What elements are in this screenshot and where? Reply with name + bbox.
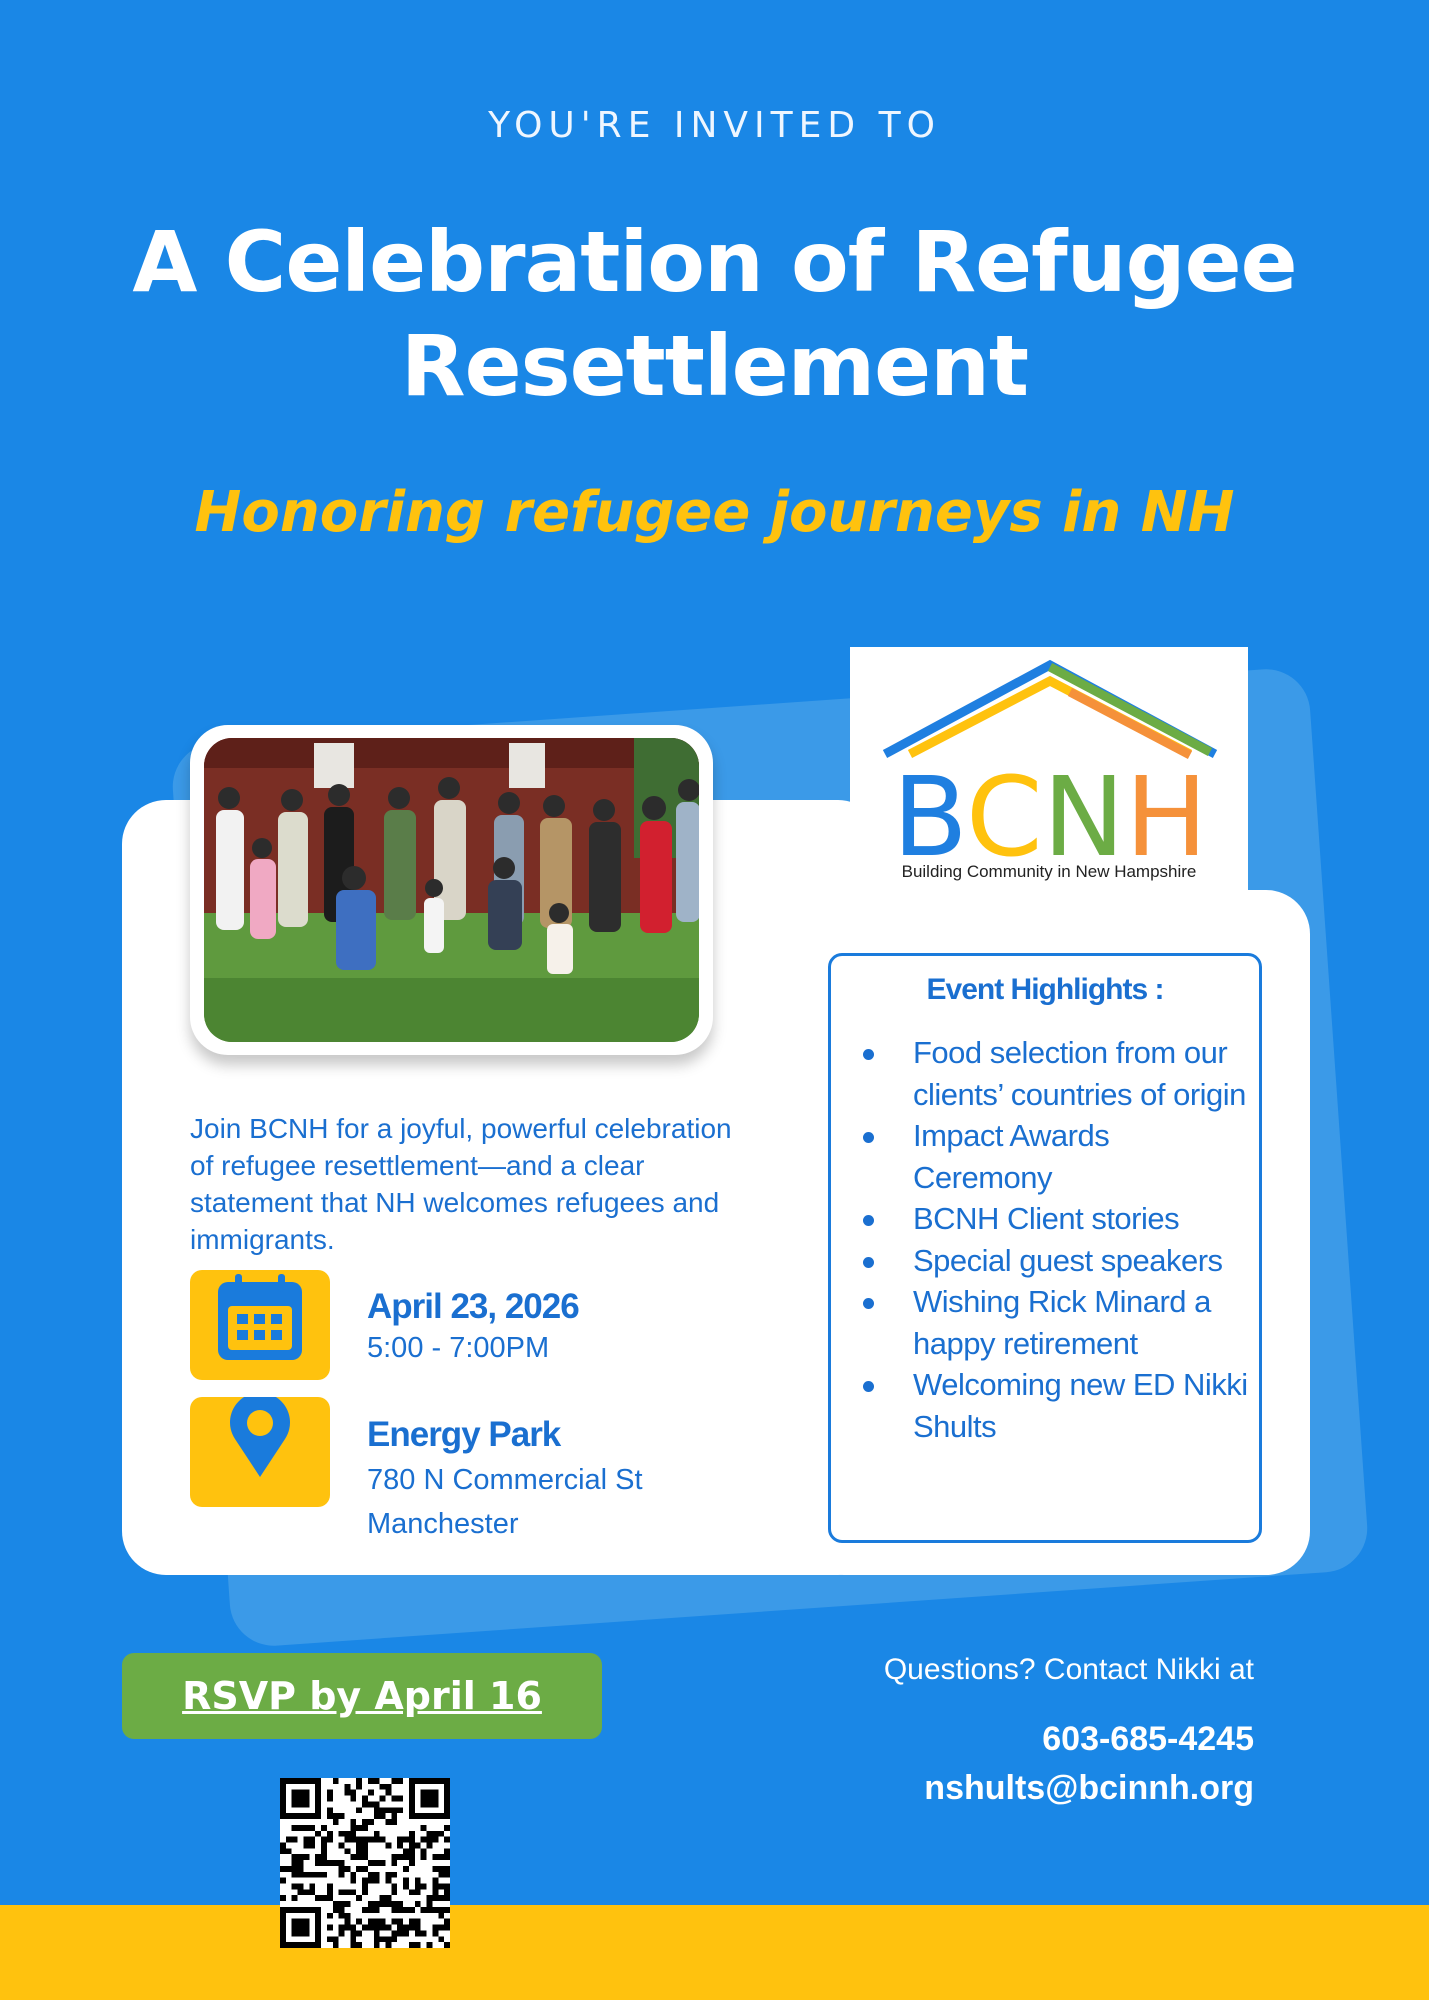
footer-bar bbox=[0, 1905, 1429, 2000]
logo-letter-b: B bbox=[892, 753, 966, 862]
qr-code[interactable] bbox=[280, 1778, 450, 1948]
highlight-text: Welcoming new ED Nikki Shults bbox=[913, 1367, 1248, 1444]
logo-tagline: Building Community in New Hampshire bbox=[901, 862, 1197, 881]
list-item bbox=[861, 1240, 1251, 1282]
invited-label: YOU'RE INVITED TO bbox=[488, 105, 941, 146]
logo-letter-c: C bbox=[965, 753, 1043, 862]
logo-letter-h: H bbox=[1124, 753, 1208, 862]
list-item bbox=[861, 1364, 1251, 1447]
list-item bbox=[861, 1281, 1251, 1364]
title-line-1: A Celebration of Refugee bbox=[132, 213, 1297, 311]
event-address bbox=[367, 1458, 643, 1546]
bullet-icon bbox=[863, 1298, 874, 1309]
contact-phone[interactable]: 603-685-4245 bbox=[1042, 1720, 1254, 1758]
highlight-text: Impact Awards Ceremony bbox=[913, 1118, 1110, 1195]
logo-letter-n: N bbox=[1042, 753, 1125, 862]
highlights-list bbox=[861, 1032, 1251, 1447]
bullet-icon bbox=[863, 1049, 874, 1060]
map-pin-icon bbox=[190, 1397, 330, 1507]
intro-text: Join BCNH for a joyful, powerful celebration of refugee resettlement—and a clear statement that NH welcomes refugees and immigrants. bbox=[190, 1113, 732, 1255]
event-subtitle: Honoring refugee journeys in NH bbox=[194, 480, 1235, 545]
title-line-2: Resettlement bbox=[400, 317, 1029, 415]
highlights-title: Event Highlights : bbox=[926, 973, 1164, 1006]
highlight-text: Special guest speakers bbox=[913, 1242, 1223, 1278]
calendar-icon bbox=[190, 1270, 330, 1380]
event-highlights-box bbox=[828, 953, 1262, 1543]
event-time: 5:00 - 7:00PM bbox=[367, 1332, 550, 1364]
list-item bbox=[861, 1115, 1251, 1198]
list-item bbox=[861, 1198, 1251, 1240]
group-photo bbox=[204, 738, 699, 1042]
group-photo-illustration bbox=[204, 738, 699, 1042]
rsvp-button[interactable]: RSVP by April 16 bbox=[122, 1653, 602, 1739]
highlight-text: BCNH Client stories bbox=[913, 1201, 1180, 1236]
list-item bbox=[861, 1032, 1251, 1115]
contact-email[interactable]: nshults@bcinnh.org bbox=[924, 1769, 1254, 1807]
event-venue: Energy Park bbox=[367, 1415, 561, 1454]
highlight-text: Food selection from our clients’ countries of origin bbox=[913, 1035, 1246, 1112]
bullet-icon bbox=[863, 1132, 874, 1143]
address-line-1: 780 N Commercial St bbox=[367, 1464, 643, 1496]
event-date: April 23, 2026 bbox=[367, 1287, 579, 1326]
bullet-icon bbox=[863, 1381, 874, 1392]
contact-question: Questions? Contact Nikki at bbox=[883, 1653, 1254, 1686]
bcnh-logo-mark bbox=[880, 657, 1220, 862]
bullet-icon bbox=[863, 1257, 874, 1268]
event-title bbox=[0, 210, 1429, 418]
highlight-text: Wishing Rick Minard a happy retirement bbox=[913, 1284, 1211, 1361]
bullet-icon bbox=[863, 1215, 874, 1226]
svg-text:BCNH bbox=[892, 753, 1207, 862]
bcnh-logo bbox=[850, 647, 1248, 892]
group-photo-frame bbox=[190, 725, 713, 1055]
address-line-2: Manchester bbox=[367, 1508, 519, 1540]
